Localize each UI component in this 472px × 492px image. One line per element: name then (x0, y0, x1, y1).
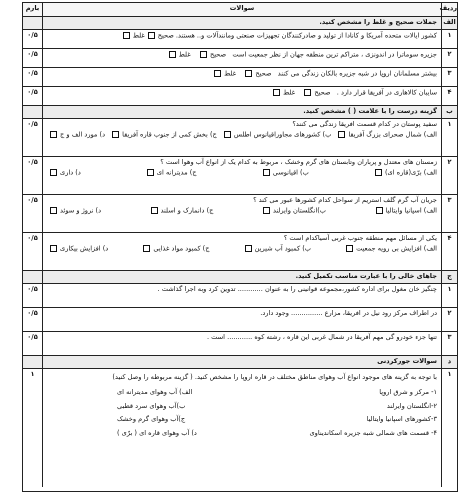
question-row (23, 87, 457, 106)
options (47, 243, 437, 253)
checkbox[interactable] (214, 70, 221, 77)
option: ب) کشورهای مجاوراقیانوس اطلس (233, 130, 332, 139)
question-text: جریان آب گرم گلف استریم از سواحل کدام کشورها عبور می کند ؟ (253, 196, 437, 204)
question-body (43, 195, 441, 232)
match-left-item[interactable]: ۱- مرکز و شرق اروپا (379, 388, 437, 397)
question-text: زمستان های معتدل و پرباران وتابستان های گرم وخشک ، مربوط به کدام یک از انواع آب وهوا است ؟ (160, 158, 437, 166)
checkbox[interactable] (151, 207, 158, 214)
match-right-item[interactable]: ج)آب وهوای گرم وخشک (117, 415, 186, 424)
checkbox[interactable] (273, 89, 280, 96)
match-pair (47, 416, 437, 424)
question-score: ۰/۵ (23, 49, 43, 67)
match-right-item[interactable]: الف) آب وهوای مدیترانه ای (117, 388, 193, 397)
match-pair (47, 389, 437, 397)
option: ب)انگلستان وایرلند (272, 206, 326, 215)
question-body (43, 119, 441, 156)
question-score: ۰/۵ (23, 195, 43, 232)
question-number: ۲ (441, 49, 457, 67)
checkbox[interactable] (123, 32, 130, 39)
section-letter: الف (441, 17, 457, 29)
option: ج) بخش کمی از جنوب قاره آفریقا (122, 130, 217, 139)
checkbox[interactable] (148, 32, 155, 39)
question-number: ۱ (441, 119, 457, 156)
match-right-item[interactable]: ب)آب وهوای سرد قطبی (117, 401, 186, 410)
section-a-title-row (23, 17, 457, 30)
question-number: ۱ (441, 30, 457, 48)
question-score: ۰/۵ (23, 68, 43, 86)
match-pair (47, 403, 437, 411)
option: د) داری (60, 168, 81, 177)
question-body (43, 233, 441, 270)
exam-sheet (22, 2, 458, 492)
checkbox[interactable] (245, 245, 252, 252)
question-number: ۴ (441, 87, 457, 105)
question-row (23, 119, 457, 157)
checkbox[interactable] (346, 245, 353, 252)
section-d-title-row (23, 356, 457, 369)
matching-question-row (23, 369, 457, 487)
checkbox[interactable] (143, 245, 150, 252)
header-questions: سوالات (229, 4, 255, 12)
question-row (23, 49, 457, 68)
question-text: سایبان کالاهاری در آفریقا قرار دارد . صحیح غلط (43, 87, 441, 105)
question-text: با توجه به گزینه های موجود انواع آب وهوای مناطق مختلف در قاره اروپا را مشخص کنید. ( گزینه مربوطه را وصل کنید) (112, 373, 437, 381)
checkbox[interactable] (376, 207, 383, 214)
match-right-item[interactable]: د) آب وهوای قاره ای ( برّی ) (117, 428, 197, 437)
options (47, 129, 437, 139)
question-row (23, 68, 457, 87)
question-score: ۰/۵ (23, 87, 43, 105)
option: ج) مدیترانه ای (156, 168, 197, 177)
table-header (23, 3, 457, 17)
option: الف) اسپانیا وایتالیا (385, 206, 437, 215)
section-letter: ج (441, 271, 457, 283)
section-title: جملات صحیح و غلط را مشخص کنید. (319, 18, 437, 26)
checkbox[interactable] (50, 207, 57, 214)
question-score: ۰/۵ (23, 308, 43, 331)
question-text: تنها جزء خودرو گی مهم آفریقا در شمال غربی این قاره ، رشته کوه ............ است . (206, 333, 437, 341)
question-row (23, 30, 457, 49)
question-score: ۰/۵ (23, 284, 43, 307)
question-text: چنگیز خان مغول برای اداره کشور،مجموعه قوانینی را به عنوان ............ تدوین کرد وبه اجرا گذاشت . (157, 285, 437, 293)
match-left-item[interactable]: ۴- قسمت های شمالی شبه جزیره اسکاندیناوی (309, 428, 437, 437)
question-score: ۰/۵ (23, 233, 43, 270)
question-text: یکی از مسائل مهم منطقه جنوب غربی آسیاکدام است ؟ (283, 234, 437, 242)
question-body (43, 369, 441, 487)
checkbox[interactable] (50, 245, 57, 252)
question-number: ۱ (441, 284, 457, 307)
question-text: بیشتر مسلمانان اروپا در شبه جزیره بالکان زندگی می کنند صحیح غلط (43, 68, 441, 86)
question-score: ۱ (23, 369, 43, 487)
section-b-title-row (23, 106, 457, 119)
section-c-title-row (23, 271, 457, 284)
option: ج) دانمارک و اسلند (160, 206, 214, 215)
question-number: ۳ (441, 332, 457, 355)
question-text: جزیره سوماترا در اندونزی ، متراکم ترین منطقه جهان از نظر جمعیت است صحیح غلط (43, 49, 441, 67)
match-left-item[interactable]: ۳-کشورهای اسپانیا وایتالیا (366, 415, 437, 424)
checkbox[interactable] (112, 131, 119, 138)
checkbox[interactable] (263, 207, 270, 214)
checkbox[interactable] (50, 169, 57, 176)
question-number: ۲ (441, 308, 457, 331)
option: الف) برّی(قاره ای) (384, 168, 437, 177)
question-score: ۰/۵ (23, 119, 43, 156)
question-number: ۲ (441, 157, 457, 194)
option: د) نروژ و سوئد (60, 206, 102, 215)
option: الف) افزایش بی رویه جمعیت (356, 244, 437, 253)
options (47, 167, 437, 177)
checkbox[interactable] (245, 70, 252, 77)
options (47, 205, 437, 215)
checkbox[interactable] (169, 51, 176, 58)
checkbox[interactable] (304, 89, 311, 96)
checkbox[interactable] (147, 169, 154, 176)
section-title: سوالات جورکردنی (377, 357, 437, 365)
header-number: ردیف (441, 3, 457, 16)
question-number: ۳ (441, 195, 457, 232)
section-title: جاهای خالی را با عبارت مناسب تکمیل کنید. (295, 272, 437, 280)
option: الف) شمال صحرای بزرگ آفریقا (348, 130, 437, 139)
option: ب) کمبود آب شیرین (254, 244, 311, 253)
question-score: ۰/۵ (23, 30, 43, 48)
question-text: سفید پوستان در کدام قسمت افریقا زندگی می کنند؟ (292, 120, 437, 128)
option: د) افزایش بیکاری (60, 244, 109, 253)
question-number: ۴ (441, 233, 457, 270)
header-score: بارم (23, 3, 43, 16)
question-score: ۰/۵ (23, 157, 43, 194)
match-left-item[interactable]: ۲-انگلستان وایرلند (386, 401, 437, 410)
question-row (23, 195, 457, 233)
checkbox[interactable] (263, 169, 270, 176)
checkbox[interactable] (338, 131, 345, 138)
question-row (23, 332, 457, 356)
question-number: ۱ (441, 369, 457, 487)
checkbox[interactable] (200, 51, 207, 58)
question-score: ۰/۵ (23, 332, 43, 355)
question-row (23, 284, 457, 308)
checkbox[interactable] (50, 131, 57, 138)
section-title: گزینه درست را با علامت ( ) مشخص کنید. (303, 107, 437, 115)
question-body (43, 157, 441, 194)
question-row (23, 308, 457, 332)
checkbox[interactable] (375, 169, 382, 176)
question-text: در اطراف مرکز رود نیل در افریقا، مزارع ............... وجود دارد. (260, 309, 437, 317)
match-pair (47, 430, 437, 438)
option: ب) اقیانوسی (272, 168, 309, 177)
option: د) مورد الف و ج (60, 130, 106, 139)
section-letter: ب (441, 106, 457, 118)
question-row (23, 233, 457, 271)
question-number: ۳ (441, 68, 457, 86)
option: ج) کمبود مواد غذایی (153, 244, 210, 253)
section-letter: د (441, 356, 457, 368)
question-row (23, 157, 457, 195)
checkbox[interactable] (224, 131, 231, 138)
question-text: کشور ایالات متحده آمریکا و کانادا از تولید و صادرکنندگان تجهیزات صنعتی ومانندآلات و.. هستند. صحیحغلط (43, 30, 441, 48)
